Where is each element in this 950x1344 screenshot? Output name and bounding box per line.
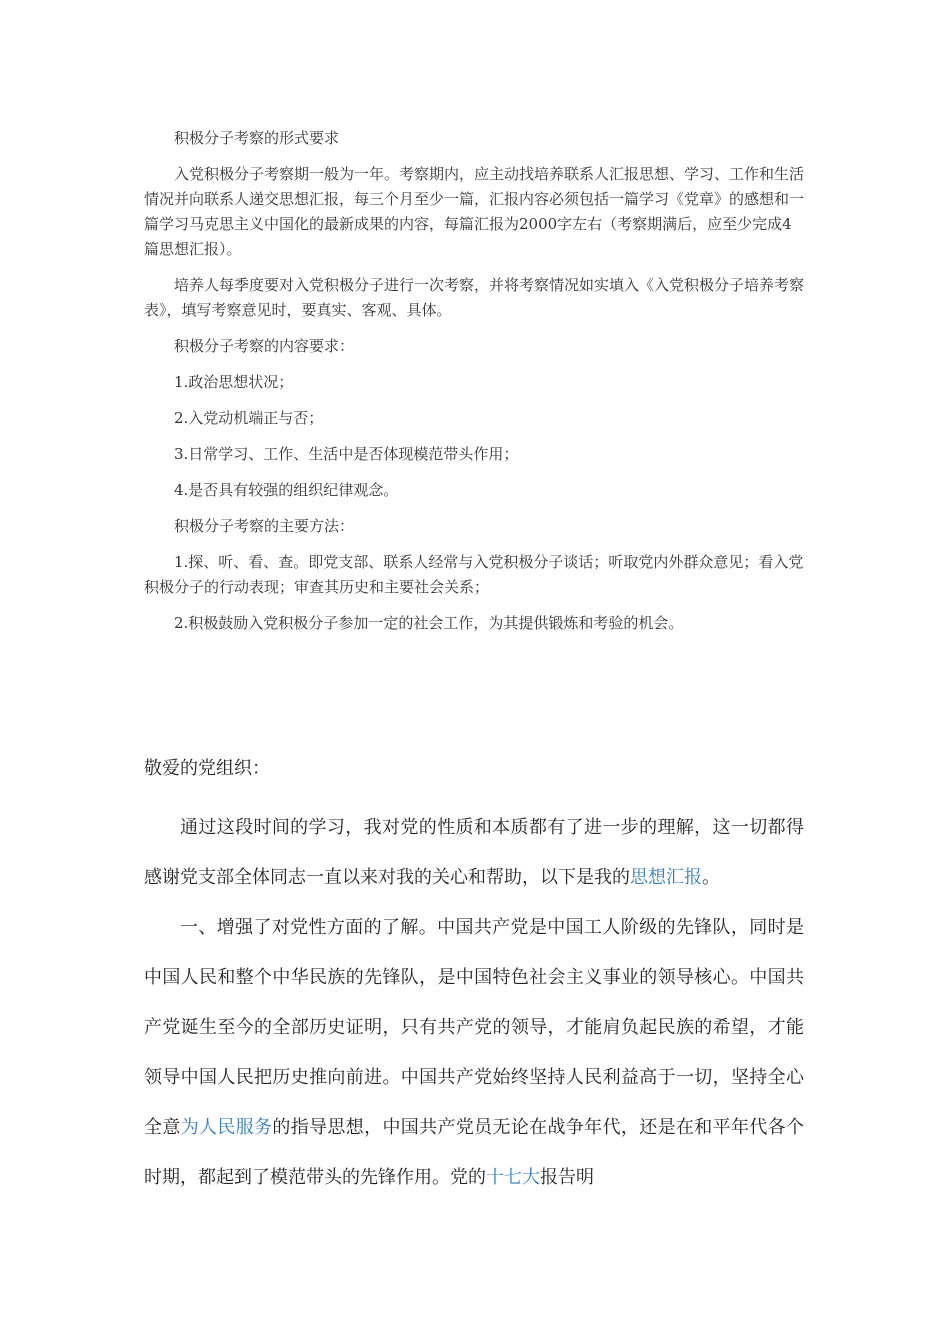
serve-the-people-link[interactable]: 为人民服务 [180, 1117, 273, 1137]
paragraph-text: 报告明 [540, 1167, 594, 1187]
paragraph-text: 。 [702, 867, 720, 887]
content-item: 4.是否具有较强的组织纪律观念。 [174, 481, 399, 499]
form-paragraph-1: 入党积极分子考察期一般为一年。考察期内，应主动找培养联系人汇报思想、学习、工作和生活情况并向联系人递交思想汇报，每三个月至少一篇，汇报内容必须包括一篇学习《党章》的感想和一篇学习马克思主义中国化的最新成果的内容，每篇汇报为2000字左右（考察期满后，应至少完成4篇思想汇报）。 [144, 165, 805, 258]
requirements-section [144, 126, 804, 636]
paragraph-text: 一、增强了对党性方面的了解。中国共产党是中国工人阶级的先锋队，同时是中国人民和整个中华民族的先锋队，是中国特色社会主义事业的领导核心。中国共产党诞生至今的全部历史证明，只有共产党的领导，才能肩负起民族的希望，才能领导中国人民把历史推向前进。中国共产党始终坚持人民利益高于一切，坚持全心全意 [144, 917, 804, 1137]
content-heading: 积极分子考察的内容要求： [174, 337, 355, 355]
letter-paragraph-1 [144, 802, 804, 902]
letter-salutation: 敬爱的党组织： [144, 758, 270, 778]
seventeenth-congress-link[interactable]: 十七大 [486, 1167, 540, 1187]
content-item: 3.日常学习、工作、生活中是否体现模范带头作用； [174, 445, 519, 463]
letter-paragraph-2 [144, 902, 804, 1202]
method-heading: 积极分子考察的主要方法： [174, 517, 355, 535]
form-heading: 积极分子考察的形式要求 [174, 129, 340, 147]
method-item: 1.探、听、看、查。即党支部、联系人经常与入党积极分子谈话；听取党内外群众意见；看入党积极分子的行动表现；审查其历史和主要社会关系； [144, 553, 804, 596]
content-item: 1.政治思想状况； [174, 373, 294, 391]
content-item: 2.入党动机端正与否； [174, 409, 324, 427]
form-paragraph-2: 培养人每季度要对入党积极分子进行一次考察，并将考察情况如实填入《入党积极分子培养考察表》，填写考察意见时，要真实、客观、具体。 [144, 276, 805, 319]
thought-report-link[interactable]: 思想汇报 [630, 867, 702, 887]
thought-report-letter [144, 754, 804, 1202]
method-item: 2.积极鼓励入党积极分子参加一定的社会工作，为其提供锻炼和考验的机会。 [174, 614, 684, 632]
paragraph-text: 的指导思想，中国共产党员无论在战争年代，还是在和平年代各个时期，都起到了模范带头的先锋作用。党的 [144, 1117, 805, 1187]
paragraph-text: 通过这段时间的学习，我对党的性质和本质都有了进一步的理解，这一切都得感谢党支部全体同志一直以来对我的关心和帮助，以下是我的 [144, 817, 804, 887]
